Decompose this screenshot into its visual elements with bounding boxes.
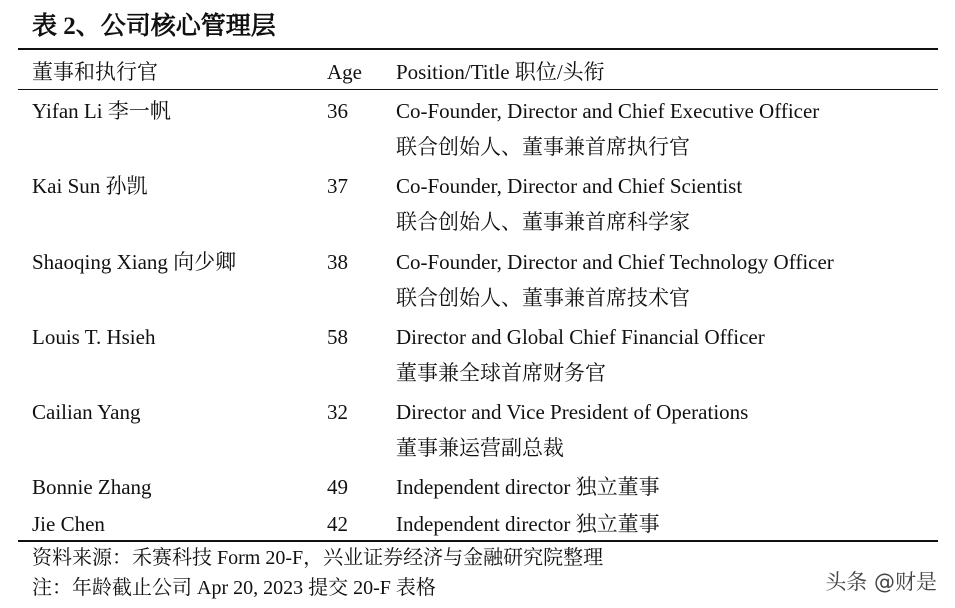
cell-name: Jie Chen bbox=[32, 512, 105, 536]
cell-age: 49 bbox=[327, 475, 348, 499]
cell-age: 58 bbox=[327, 325, 348, 349]
position-zh: 董事兼全球首席财务官 bbox=[396, 361, 606, 385]
cell-name: Shaoqing Xiang 向少卿 bbox=[32, 250, 237, 274]
table-header-rule bbox=[18, 89, 938, 90]
cell-age: 32 bbox=[327, 400, 348, 424]
cell-age: 36 bbox=[327, 99, 348, 123]
table-bottom-rule bbox=[18, 540, 938, 542]
cell-position bbox=[396, 323, 765, 387]
cell-position bbox=[396, 510, 660, 538]
position-zh: 联合创始人、董事兼首席技术官 bbox=[396, 286, 690, 310]
source-note: 资料来源：禾赛科技 Form 20-F，兴业证券经济与金融研究院整理 bbox=[32, 547, 604, 569]
header-name: 董事和执行官 bbox=[32, 60, 158, 84]
position-en: Director and Vice President of Operations bbox=[396, 400, 749, 424]
position-zh: 联合创始人、董事兼首席科学家 bbox=[396, 210, 690, 234]
cell-age: 37 bbox=[327, 174, 348, 198]
position-en: Co-Founder, Director and Chief Technology Officer bbox=[396, 250, 834, 274]
cell-position bbox=[396, 398, 748, 462]
cell-position bbox=[396, 248, 834, 312]
position-en: Co-Founder, Director and Chief Executive Officer bbox=[396, 99, 820, 123]
table-title: 表 2、公司核心管理层 bbox=[32, 13, 276, 40]
watermark: 头条 @财是 bbox=[825, 570, 937, 594]
cell-name: Yifan Li 李一帆 bbox=[32, 99, 171, 123]
cell-age: 38 bbox=[327, 250, 348, 274]
cell-position bbox=[396, 172, 742, 236]
header-position: Position/Title 职位/头衔 bbox=[396, 60, 605, 84]
position-en: Independent director 独立董事 bbox=[396, 475, 660, 499]
cell-position bbox=[396, 473, 660, 501]
cell-position bbox=[396, 97, 819, 161]
position-zh: 董事兼运营副总裁 bbox=[396, 436, 564, 460]
position-en: Independent director 独立董事 bbox=[396, 512, 660, 536]
footnote: 注：年龄截止公司 Apr 20, 2023 提交 20-F 表格 bbox=[32, 577, 436, 599]
cell-name: Louis T. Hsieh bbox=[32, 325, 156, 349]
table-top-rule bbox=[18, 48, 938, 50]
cell-name: Bonnie Zhang bbox=[32, 475, 152, 499]
position-zh: 联合创始人、董事兼首席执行官 bbox=[396, 135, 690, 159]
header-age: Age bbox=[327, 60, 362, 84]
cell-name: Cailian Yang bbox=[32, 400, 141, 424]
cell-age: 42 bbox=[327, 512, 348, 536]
position-en: Director and Global Chief Financial Officer bbox=[396, 325, 765, 349]
cell-name: Kai Sun 孙凯 bbox=[32, 174, 148, 198]
position-en: Co-Founder, Director and Chief Scientist bbox=[396, 174, 743, 198]
